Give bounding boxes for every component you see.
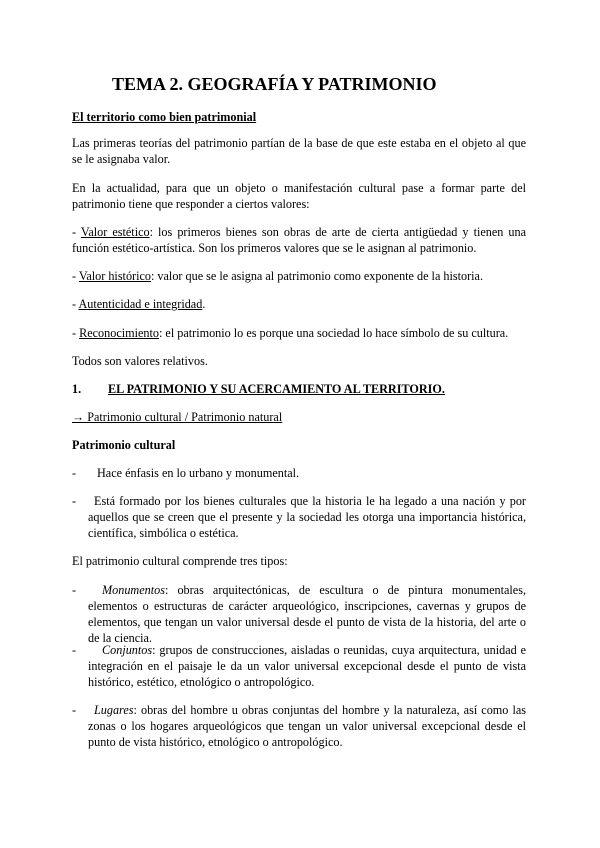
list-item-valor-estetico — [72, 224, 526, 256]
list-item-valor-historico — [72, 268, 483, 284]
arrow-line: → Patrimonio cultural / Patrimonio natural — [72, 410, 283, 424]
list-dash: - — [72, 494, 77, 508]
list-item-urbano: Hace énfasis en lo urbano y monumental. — [97, 466, 300, 480]
paragraph-tres-tipos: El patrimonio cultural comprende tres tipos: — [72, 554, 288, 568]
paragraph-intro: Las primeras teorías del patrimonio partían de la base de que este estaba en el objeto al que se le asignaba valor. — [72, 136, 526, 166]
list-item-reconocimiento — [72, 325, 508, 341]
list-item-conjuntos — [88, 642, 526, 690]
term-description: : el patrimonio lo es porque una sociedad lo hace símbolo de su cultura. — [158, 326, 509, 340]
term-description: : obras arquitectónicas, de escultura o de pintura monumentales, elementos o estructuras de carácter arqueológico, inscripciones, cavernas y grupos de elementos, que tengan un valor universal desde el punto de vista de la historia, del arte o de la ciencia. — [88, 583, 526, 645]
term-description: : grupos de construcciones, aisladas o reunidas, cuya arquitectura, unidad e integración en el paisaje le da un valor universal excepcional desde el punto de vista histórico, estético, etnológico o antropológico. — [88, 643, 526, 689]
term-description: : valor que se le asigna al patrimonio como exponente de la historia. — [151, 269, 484, 283]
subheading-patrimonio-cultural: Patrimonio cultural — [72, 438, 176, 452]
list-item-bienes-culturales: Está formado por los bienes culturales que la historia le ha legado a una nación y por aquellos que se creen que el presente y la sociedad les otorga una importancia histórica, científica, simbólica o estética. — [88, 494, 526, 540]
term-valor-estetico: Valor estético — [80, 225, 150, 239]
section-number: 1. — [72, 382, 82, 396]
list-item-monumentos — [88, 582, 526, 646]
paragraph-actualidad: En la actualidad, para que un objeto o manifestación cultural pase a formar parte del patrimonio tiene que responder a ciertos valores: — [72, 181, 526, 211]
term-conjuntos: Conjuntos — [102, 643, 153, 657]
list-dash: - — [72, 326, 80, 340]
term-lugares: Lugares — [94, 703, 134, 717]
term-description: . — [202, 297, 206, 311]
list-item-autenticidad — [72, 296, 205, 312]
paragraph-relativos: Todos son valores relativos. — [72, 354, 208, 368]
list-dash: - — [72, 643, 77, 657]
term-valor-historico: Valor histórico — [78, 269, 151, 283]
term-reconocimiento: Reconocimiento — [79, 326, 159, 340]
list-item-lugares — [88, 702, 526, 750]
list-dash: - — [72, 269, 79, 283]
list-dash: - — [72, 583, 77, 597]
section-heading-patrimonio-territorio: EL PATRIMONIO Y SU ACERCAMIENTO AL TERRITORIO. — [108, 382, 445, 396]
page-title: TEMA 2. GEOGRAFÍA Y PATRIMONIO — [112, 74, 437, 94]
list-dash: - — [72, 297, 79, 311]
list-dash: - — [72, 466, 77, 480]
term-description: : obras del hombre u obras conjuntas del hombre y la naturaleza, así como las zonas o los hogares arqueológicos que tengan un valor universal excepcional desde el punto de vista histórico, etnológico o antropológico. — [88, 703, 526, 749]
term-description: : los primeros bienes son obras de arte de cierta antigüedad y tienen una función estético-artística. Son los primeros valores que se le asignan al patrimonio. — [72, 225, 527, 255]
section-heading-territorio: El territorio como bien patrimonial — [72, 110, 257, 124]
term-autenticidad: Autenticidad e integridad — [78, 297, 203, 311]
term-monumentos: Monumentos — [102, 583, 165, 597]
list-dash: - — [72, 703, 77, 717]
list-dash: - — [72, 225, 81, 239]
